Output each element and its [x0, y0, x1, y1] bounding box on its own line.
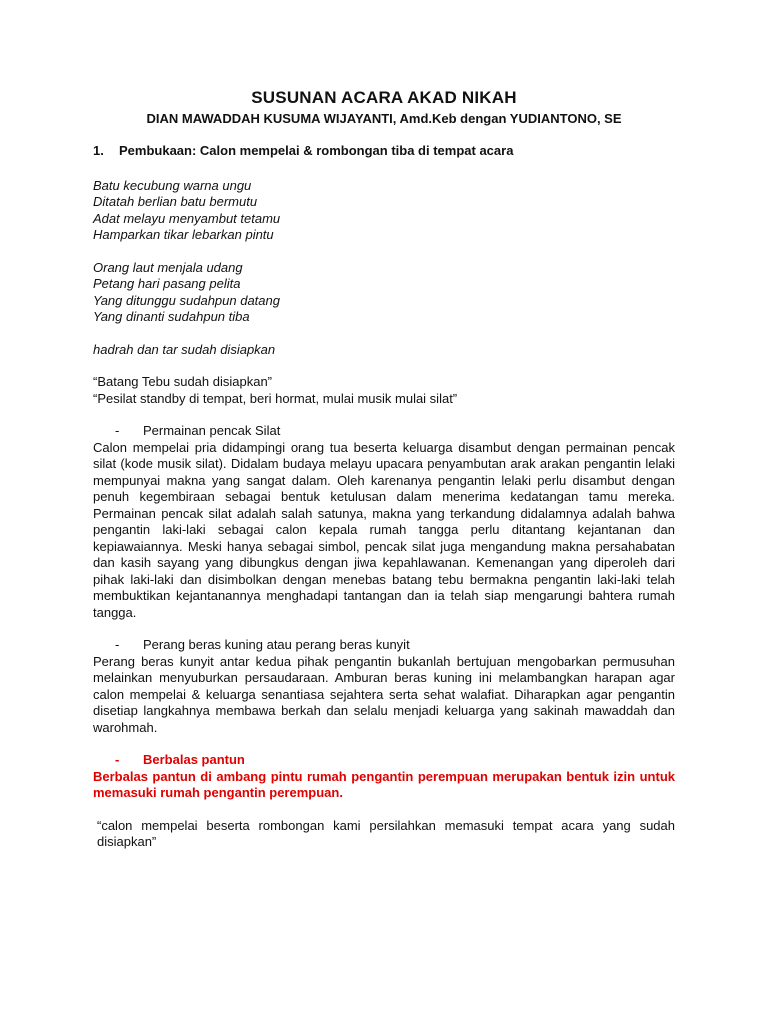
- hadrah-line: hadrah dan tar sudah disiapkan: [93, 341, 276, 357]
- bullet-item: [93, 637, 675, 654]
- bullet-dash: -: [115, 752, 120, 767]
- pantun-line: Yang ditunggu sudahpun datang: [93, 292, 280, 308]
- pantun-line: Hamparkan tikar lebarkan pintu: [93, 227, 274, 242]
- document-subtitle: DIAN MAWADDAH KUSUMA WIJAYANTI, Amd.Keb dengan YUDIANTONO, SE: [146, 111, 622, 126]
- closing-quote: “calon mempelai beserta rombongan kami persilahkan memasuki tempat acara yang sudah disiapkan”: [97, 817, 675, 849]
- bullet-title: Perang beras kuning atau perang beras kunyit: [143, 637, 410, 652]
- bullet-item-highlighted: [93, 752, 675, 769]
- pantun-line: Ditatah berlian batu bermutu: [93, 194, 258, 209]
- quote-pesilat: “Pesilat standby di tempat, beri hormat, mulai musik mulai silat”: [93, 390, 458, 406]
- quote-batang-tebu: “Batang Tebu sudah disiapkan”: [93, 374, 272, 389]
- bullet-dash: -: [115, 637, 120, 652]
- document-title: SUSUNAN ACARA AKAD NIKAH: [251, 88, 517, 107]
- bullet-dash: -: [115, 423, 120, 438]
- pantun-line: Batu kecubung warna ungu: [93, 177, 252, 193]
- section-title: Pembukaan: Calon mempelai & rombongan tiba di tempat acara: [119, 143, 514, 158]
- bullet-paragraph: Calon mempelai pria didampingi orang tua beserta keluarga disambut dengan permainan pencak silat (kode musik silat). Didalam budaya melayu upacara penyambutan arak arakan pengantin lelaki mempunyai makna yang sangat dalam. Oleh karenanya pengantin lelaki perlu disambut dengan penuh kegembiraan sebagai bentuk ketulusan dalam menerima kedatangan tamu mereka. Permainan pencak silat adalah salah satunya, makna yang terkandung didalamnya adalah bahwa pengantin laki-laki sebagai calon kepala rumah tangga perlu ditantang kejantanan dan kepiawaiannya. Meski hanya sebagai simbol, pencak silat juga mengandung makna persahabatan dan kasih sayang yang dibungkus dengan jiwa kepahlawanan. Kemenangan yang diperoleh dari pihak laki-laki dan disimbolkan dengan menebas batang tebu bermakna pengantin laki-laki telah membuktikan kejantanannya menghadapi tantangan dan ia telah siap mengarungi bahtera rumah tangga.: [93, 439, 675, 620]
- bullet-title: Permainan pencak Silat: [143, 423, 281, 438]
- pantun-verse-1: [93, 178, 675, 244]
- pantun-verse-2: [93, 260, 675, 326]
- bullet-paragraph-highlighted: Berbalas pantun di ambang pintu rumah pengantin perempuan merupakan bentuk izin untuk memasuki rumah pengantin perempuan.: [93, 768, 675, 800]
- section-heading: [93, 143, 675, 160]
- bullet-paragraph: Perang beras kunyit antar kedua pihak pengantin bukanlah bertujuan mengobarkan permusuhan melainkan menyuburkan persaudaraan. Amburan beras kuning ini melambangkan harapan agar calon mempelai & keluarga senantiasa sejahtera serta sehat walafiat. Diharapkan agar pengantin disetiap langkahnya membawa berkah dan selalu menjadi keluarga yang sakinah mawaddah dan warohmah.: [93, 653, 675, 735]
- document-body: [93, 143, 675, 851]
- section-number: 1.: [93, 143, 104, 158]
- bullet-title: Berbalas pantun: [143, 752, 245, 767]
- pantun-line: Adat melayu menyambut tetamu: [93, 210, 281, 226]
- pantun-line: Orang laut menjala udang: [93, 259, 243, 275]
- bullet-item: [93, 423, 675, 440]
- pantun-line: Yang dinanti sudahpun tiba: [93, 309, 250, 324]
- pantun-line: Petang hari pasang pelita: [93, 276, 241, 291]
